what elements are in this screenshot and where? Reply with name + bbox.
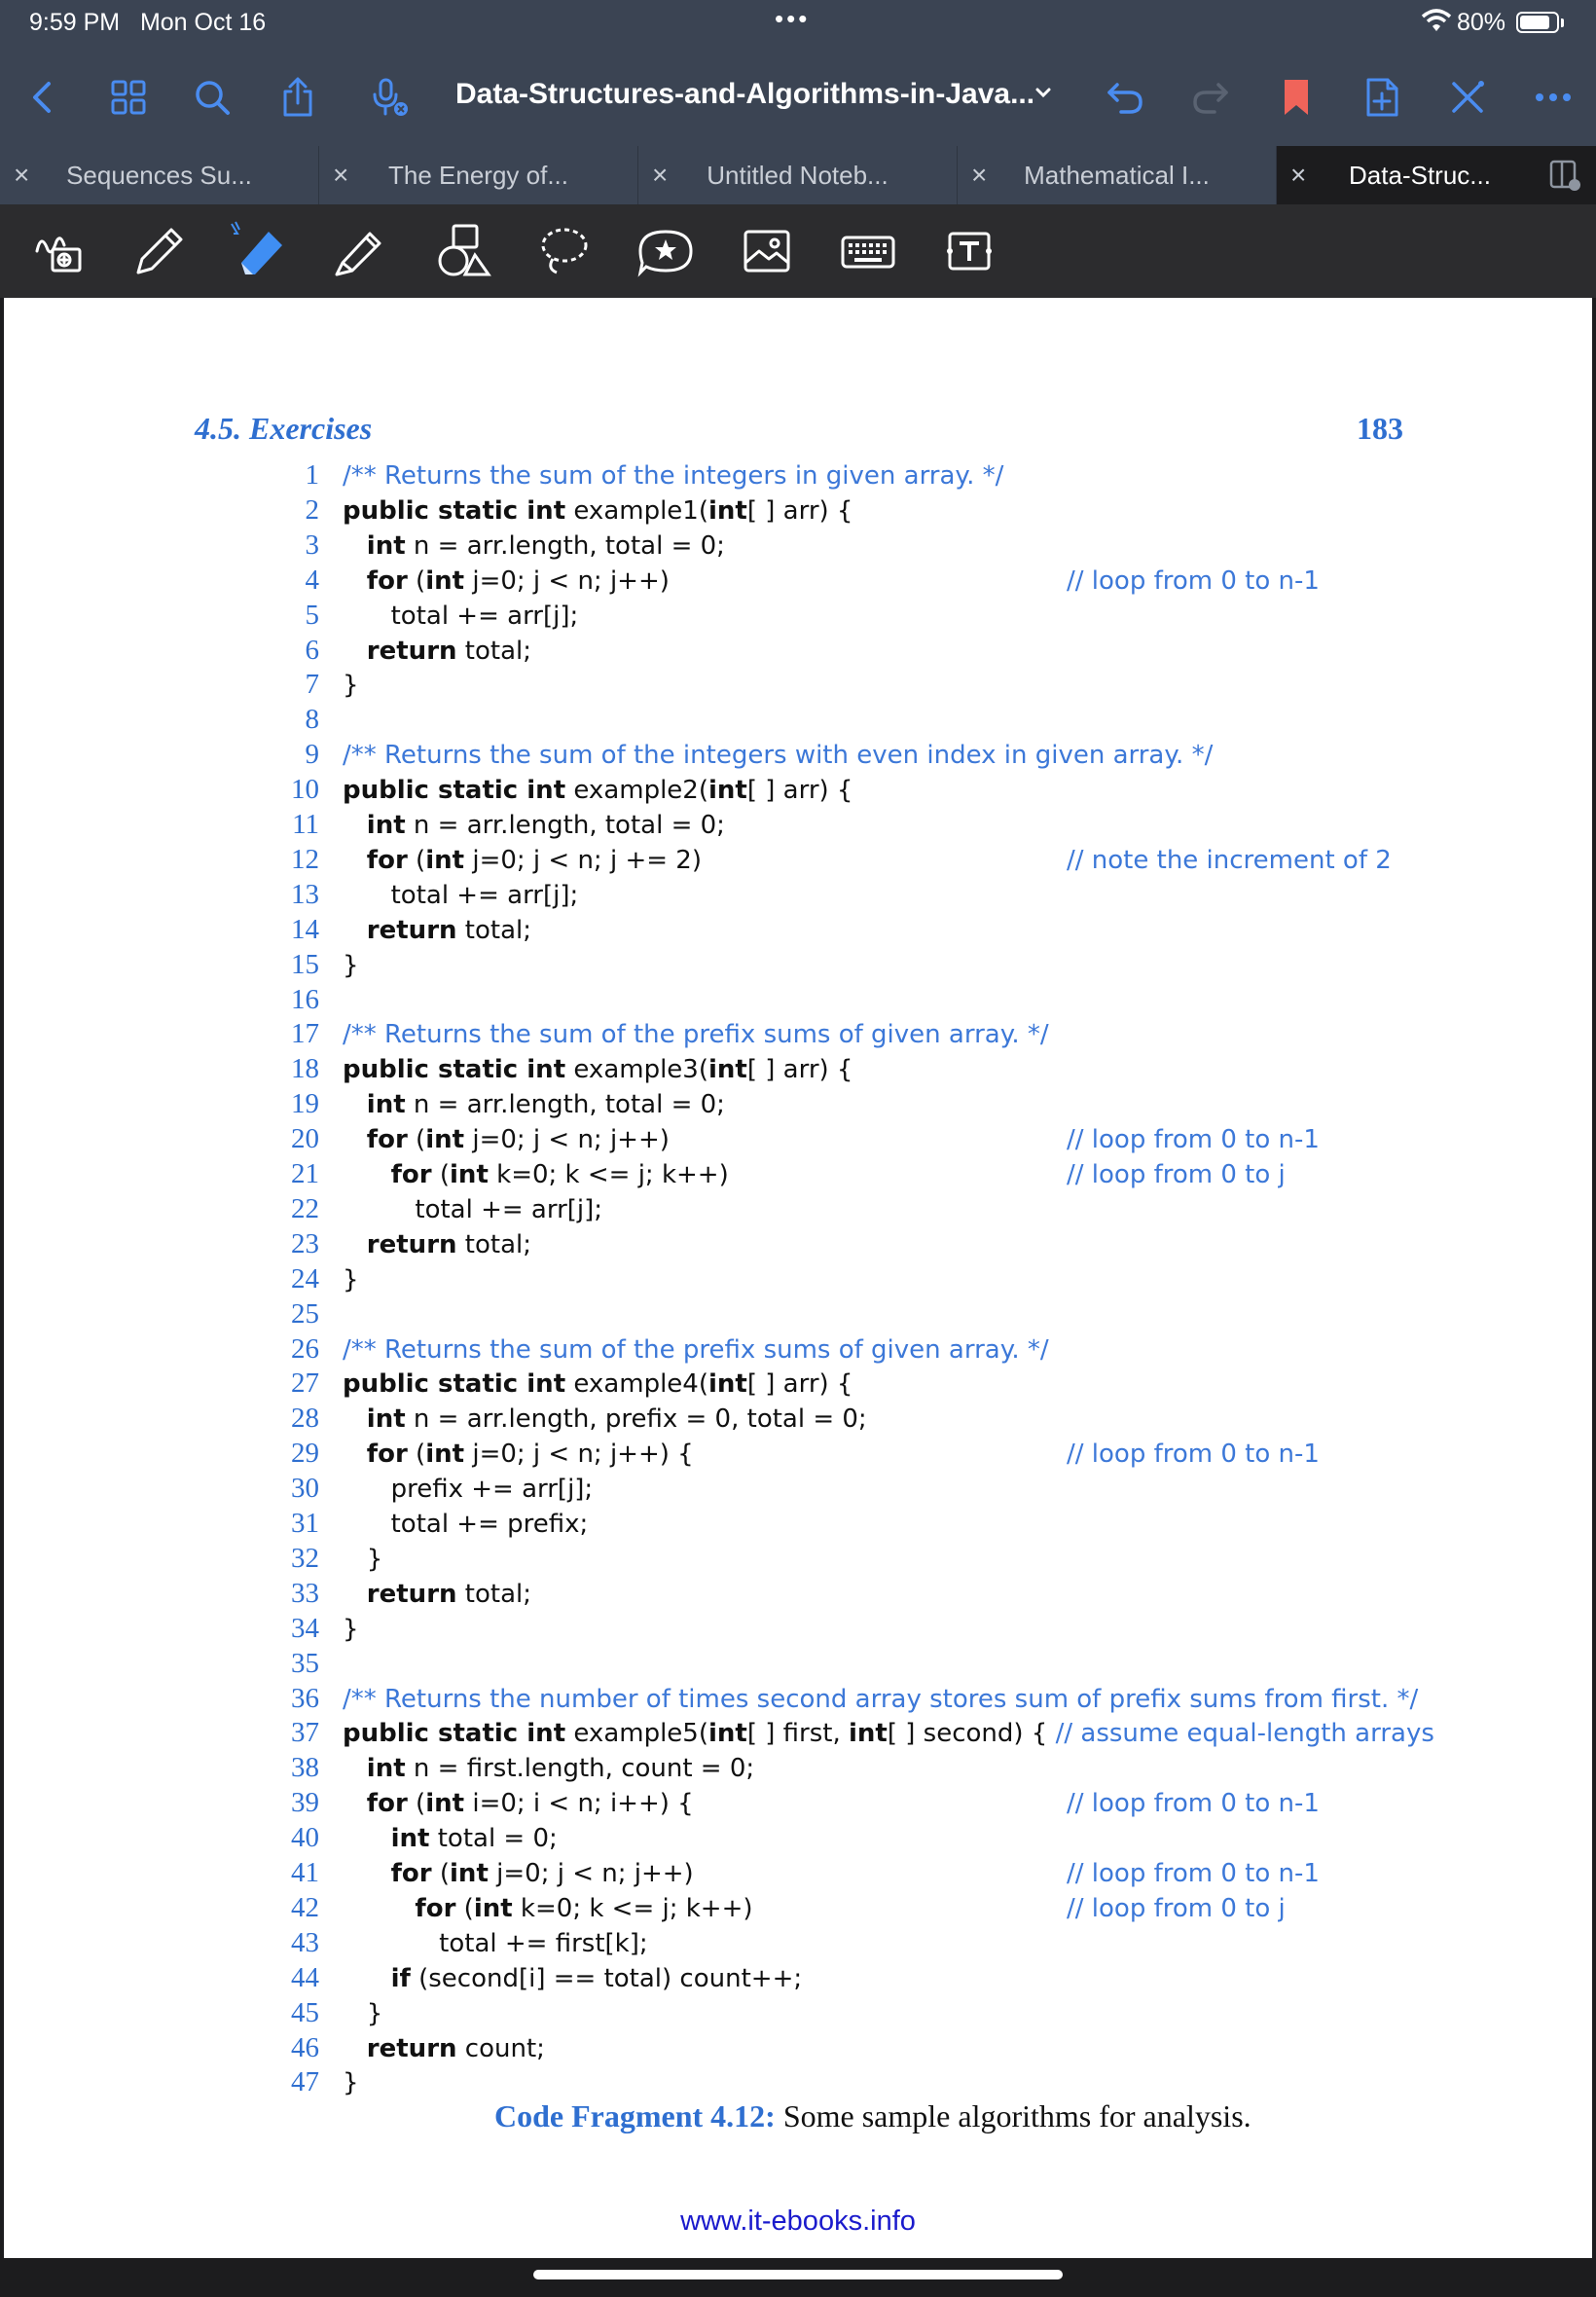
section-heading: 4.5. Exercises <box>195 411 373 446</box>
wifi-icon <box>1421 8 1452 33</box>
line-number: 19 <box>291 1088 319 1120</box>
add-page-icon[interactable] <box>1357 72 1407 123</box>
line-number: 45 <box>291 1996 319 2028</box>
code-comment: // loop from 0 to n-1 <box>1067 565 1320 596</box>
page-number: 183 <box>1357 411 1403 446</box>
code-comment: // loop from 0 to j <box>1067 1893 1286 1923</box>
code-line: /** Returns the sum of the prefix sums of given array. */ <box>343 1020 1049 1050</box>
line-number: 35 <box>291 1647 319 1679</box>
line-number: 31 <box>291 1508 319 1539</box>
share-icon[interactable] <box>272 72 323 123</box>
code-line: if (second[i] == total) count++; <box>390 1963 803 1993</box>
line-number: 21 <box>291 1158 319 1189</box>
tab-close-icon[interactable]: × <box>652 160 669 190</box>
code-line: /** Returns the number of times second array stores sum of prefix sums from first. */ <box>343 1684 1419 1714</box>
line-number: 17 <box>291 1018 319 1050</box>
battery-tip <box>1561 18 1564 27</box>
line-number: 10 <box>291 774 319 806</box>
tab-bar <box>0 146 1596 204</box>
line-number: 24 <box>291 1262 319 1294</box>
code-line: public static int example4(int[ ] arr) { <box>343 1369 853 1400</box>
code-line: total += arr[j]; <box>343 1194 603 1224</box>
more-icon[interactable] <box>1528 72 1578 123</box>
line-number: 32 <box>291 1542 319 1574</box>
caption-label: Code Fragment 4.12: <box>494 2098 776 2133</box>
line-number: 41 <box>291 1857 319 1888</box>
redo-icon[interactable] <box>1185 72 1236 123</box>
elements-sticker-icon[interactable] <box>631 216 701 286</box>
document-title[interactable]: Data-Structures-and-Algorithms-in-Java... <box>455 78 1035 110</box>
line-number: 18 <box>291 1053 319 1085</box>
line-number: 30 <box>291 1473 319 1505</box>
text-box-icon[interactable] <box>934 216 1004 286</box>
line-number: 5 <box>305 599 319 631</box>
code-line: int n = arr.length, prefix = 0, total = 0; <box>366 1404 867 1435</box>
code-comment: // loop from 0 to n-1 <box>1067 1859 1320 1888</box>
search-icon[interactable] <box>187 72 237 123</box>
line-number: 29 <box>291 1438 319 1470</box>
line-number: 11 <box>292 809 319 840</box>
handwriting-zoom-icon[interactable] <box>23 216 93 286</box>
bookmark-icon[interactable] <box>1271 72 1322 123</box>
status-bar <box>0 0 1596 49</box>
line-number: 2 <box>305 493 319 526</box>
line-number: 33 <box>291 1577 319 1609</box>
code-line: return total; <box>366 1579 532 1609</box>
tab-data-structures[interactable] <box>1277 146 1596 204</box>
line-number: 34 <box>291 1612 319 1644</box>
code-line: /** Returns the sum of the integers in given array. */ <box>343 461 1004 491</box>
code-line: for (int i=0; i < n; i++) { <box>366 1789 694 1819</box>
code-line: } <box>343 671 359 701</box>
nav-bar <box>0 49 1596 146</box>
tab-energy[interactable] <box>319 146 638 204</box>
code-line: } <box>343 1998 383 2028</box>
code-line: prefix += arr[j]; <box>343 1475 594 1505</box>
split-view-icon[interactable] <box>1547 158 1582 193</box>
line-number: 13 <box>291 878 319 910</box>
code-line: int n = first.length, count = 0; <box>366 1754 755 1784</box>
shapes-icon[interactable] <box>428 216 498 286</box>
code-line: public static int example3(int[ ] arr) { <box>343 1055 853 1085</box>
code-line: public static int example2(int[ ] arr) { <box>343 776 853 806</box>
tab-label: The Energy of... <box>388 161 568 190</box>
line-number: 9 <box>305 739 319 771</box>
code-line: for (int j=0; j < n; j += 2) <box>366 845 702 875</box>
line-number: 42 <box>291 1891 319 1923</box>
code-line: } <box>343 950 359 980</box>
line-number: 14 <box>291 913 319 945</box>
line-number: 43 <box>291 1926 319 1958</box>
image-icon[interactable] <box>732 216 802 286</box>
code-line: } <box>343 1544 383 1574</box>
code-line: int n = arr.length, total = 0; <box>366 811 725 840</box>
tab-close-icon[interactable]: × <box>971 160 988 190</box>
back-icon[interactable] <box>18 72 68 123</box>
line-number: 39 <box>291 1787 319 1819</box>
tab-mathematical[interactable] <box>958 146 1277 204</box>
code-line: for (int k=0; k <= j; k++) <box>415 1893 753 1923</box>
line-number: 47 <box>291 2066 319 2098</box>
code-line: return total; <box>366 1229 532 1259</box>
microphone-icon[interactable] <box>364 72 415 123</box>
code-line: } <box>343 1614 359 1644</box>
line-number: 23 <box>291 1227 319 1259</box>
line-number: 26 <box>291 1332 319 1365</box>
tab-label: Untitled Noteb... <box>707 161 889 190</box>
line-number: 1 <box>305 459 319 491</box>
line-number: 25 <box>291 1297 319 1330</box>
code-line: /** Returns the sum of the integers with even index in given array. */ <box>343 741 1214 771</box>
highlighter-eraser-icon[interactable] <box>224 216 294 286</box>
code-line: public static int example5(int[ ] first, int[ ] second) { // assume equal-length arrays <box>343 1719 1434 1749</box>
code-comment: // loop from 0 to n-1 <box>1067 1125 1320 1155</box>
multitask-dots[interactable]: ••• <box>775 4 811 33</box>
line-number: 44 <box>291 1961 319 1993</box>
pen-icon[interactable] <box>125 216 195 286</box>
undo-icon[interactable] <box>1100 72 1150 123</box>
code-line: for (int j=0; j < n; j++) <box>390 1859 694 1888</box>
chevron-down-icon[interactable] <box>1032 74 1055 113</box>
line-number: 7 <box>305 669 319 701</box>
line-number: 27 <box>291 1367 319 1400</box>
code-line: for (int j=0; j < n; j++) <box>366 565 670 596</box>
line-number: 22 <box>291 1192 319 1224</box>
code-line: for (int j=0; j < n; j++) <box>366 1125 670 1155</box>
code-line: return total; <box>366 915 532 945</box>
line-number: 12 <box>291 843 319 875</box>
tab-close-icon[interactable]: × <box>333 160 349 190</box>
highlighter-icon[interactable] <box>323 216 393 286</box>
line-number: 8 <box>305 704 319 736</box>
code-comment: // loop from 0 to n-1 <box>1067 1789 1320 1819</box>
line-number: 38 <box>291 1752 319 1784</box>
home-indicator[interactable] <box>533 2270 1063 2279</box>
line-number: 6 <box>305 634 319 666</box>
keyboard-icon[interactable] <box>833 216 903 286</box>
status-time-date: 9:59 PM Mon Oct 16 <box>29 9 267 36</box>
code-line: total += arr[j]; <box>343 880 579 910</box>
line-number: 37 <box>291 1717 319 1749</box>
code-line: for (int k=0; k <= j; k++) <box>390 1160 729 1189</box>
code-line: int n = arr.length, total = 0; <box>366 530 725 561</box>
line-number: 40 <box>291 1822 319 1854</box>
tab-label: Data-Struc... <box>1349 161 1491 190</box>
code-line: total += prefix; <box>343 1510 589 1539</box>
line-number: 36 <box>291 1682 319 1714</box>
tool-bar <box>0 204 1596 298</box>
code-line: } <box>343 2068 359 2098</box>
tab-label: Sequences Su... <box>66 161 252 190</box>
code-comment: // note the increment of 2 <box>1067 845 1392 875</box>
code-line: int n = arr.length, total = 0; <box>366 1090 725 1120</box>
document-page[interactable] <box>4 298 1592 2258</box>
code-line: return total; <box>366 636 532 666</box>
figure-caption <box>494 2098 1251 2134</box>
tab-label: Mathematical I... <box>1024 161 1210 190</box>
code-line: int total = 0; <box>390 1824 558 1854</box>
tab-sequences[interactable] <box>0 146 319 204</box>
line-number: 3 <box>305 529 319 561</box>
line-number: 4 <box>305 564 319 596</box>
caption-text: Some sample algorithms for analysis. <box>775 2098 1251 2133</box>
tab-untitled-notebook[interactable] <box>638 146 958 204</box>
line-number: 46 <box>291 2031 319 2063</box>
line-number: 28 <box>291 1403 319 1435</box>
close-edit-icon[interactable] <box>1442 72 1493 123</box>
code-comment: // loop from 0 to n-1 <box>1067 1440 1320 1470</box>
line-number: 15 <box>291 948 319 980</box>
line-number: 20 <box>291 1123 319 1155</box>
grid-view-icon[interactable] <box>103 72 154 123</box>
line-number: 16 <box>291 983 319 1015</box>
code-line: } <box>343 1264 359 1294</box>
battery-percent: 80% <box>1457 9 1506 36</box>
code-line: /** Returns the sum of the prefix sums of given array. */ <box>343 1334 1049 1365</box>
code-line: total += first[k]; <box>343 1928 648 1958</box>
battery-icon <box>1516 12 1559 33</box>
lasso-icon[interactable] <box>529 216 599 286</box>
code-line: total += arr[j]; <box>343 601 579 631</box>
code-line: for (int j=0; j < n; j++) { <box>366 1440 694 1470</box>
tab-close-icon[interactable]: × <box>1290 160 1307 190</box>
code-line: public static int example1(int[ ] arr) { <box>343 495 853 526</box>
code-line: return count; <box>366 2033 545 2063</box>
footer-link[interactable]: www.it-ebooks.info <box>680 2206 916 2237</box>
tab-close-icon[interactable]: × <box>14 160 30 190</box>
code-comment: // loop from 0 to j <box>1067 1160 1286 1189</box>
